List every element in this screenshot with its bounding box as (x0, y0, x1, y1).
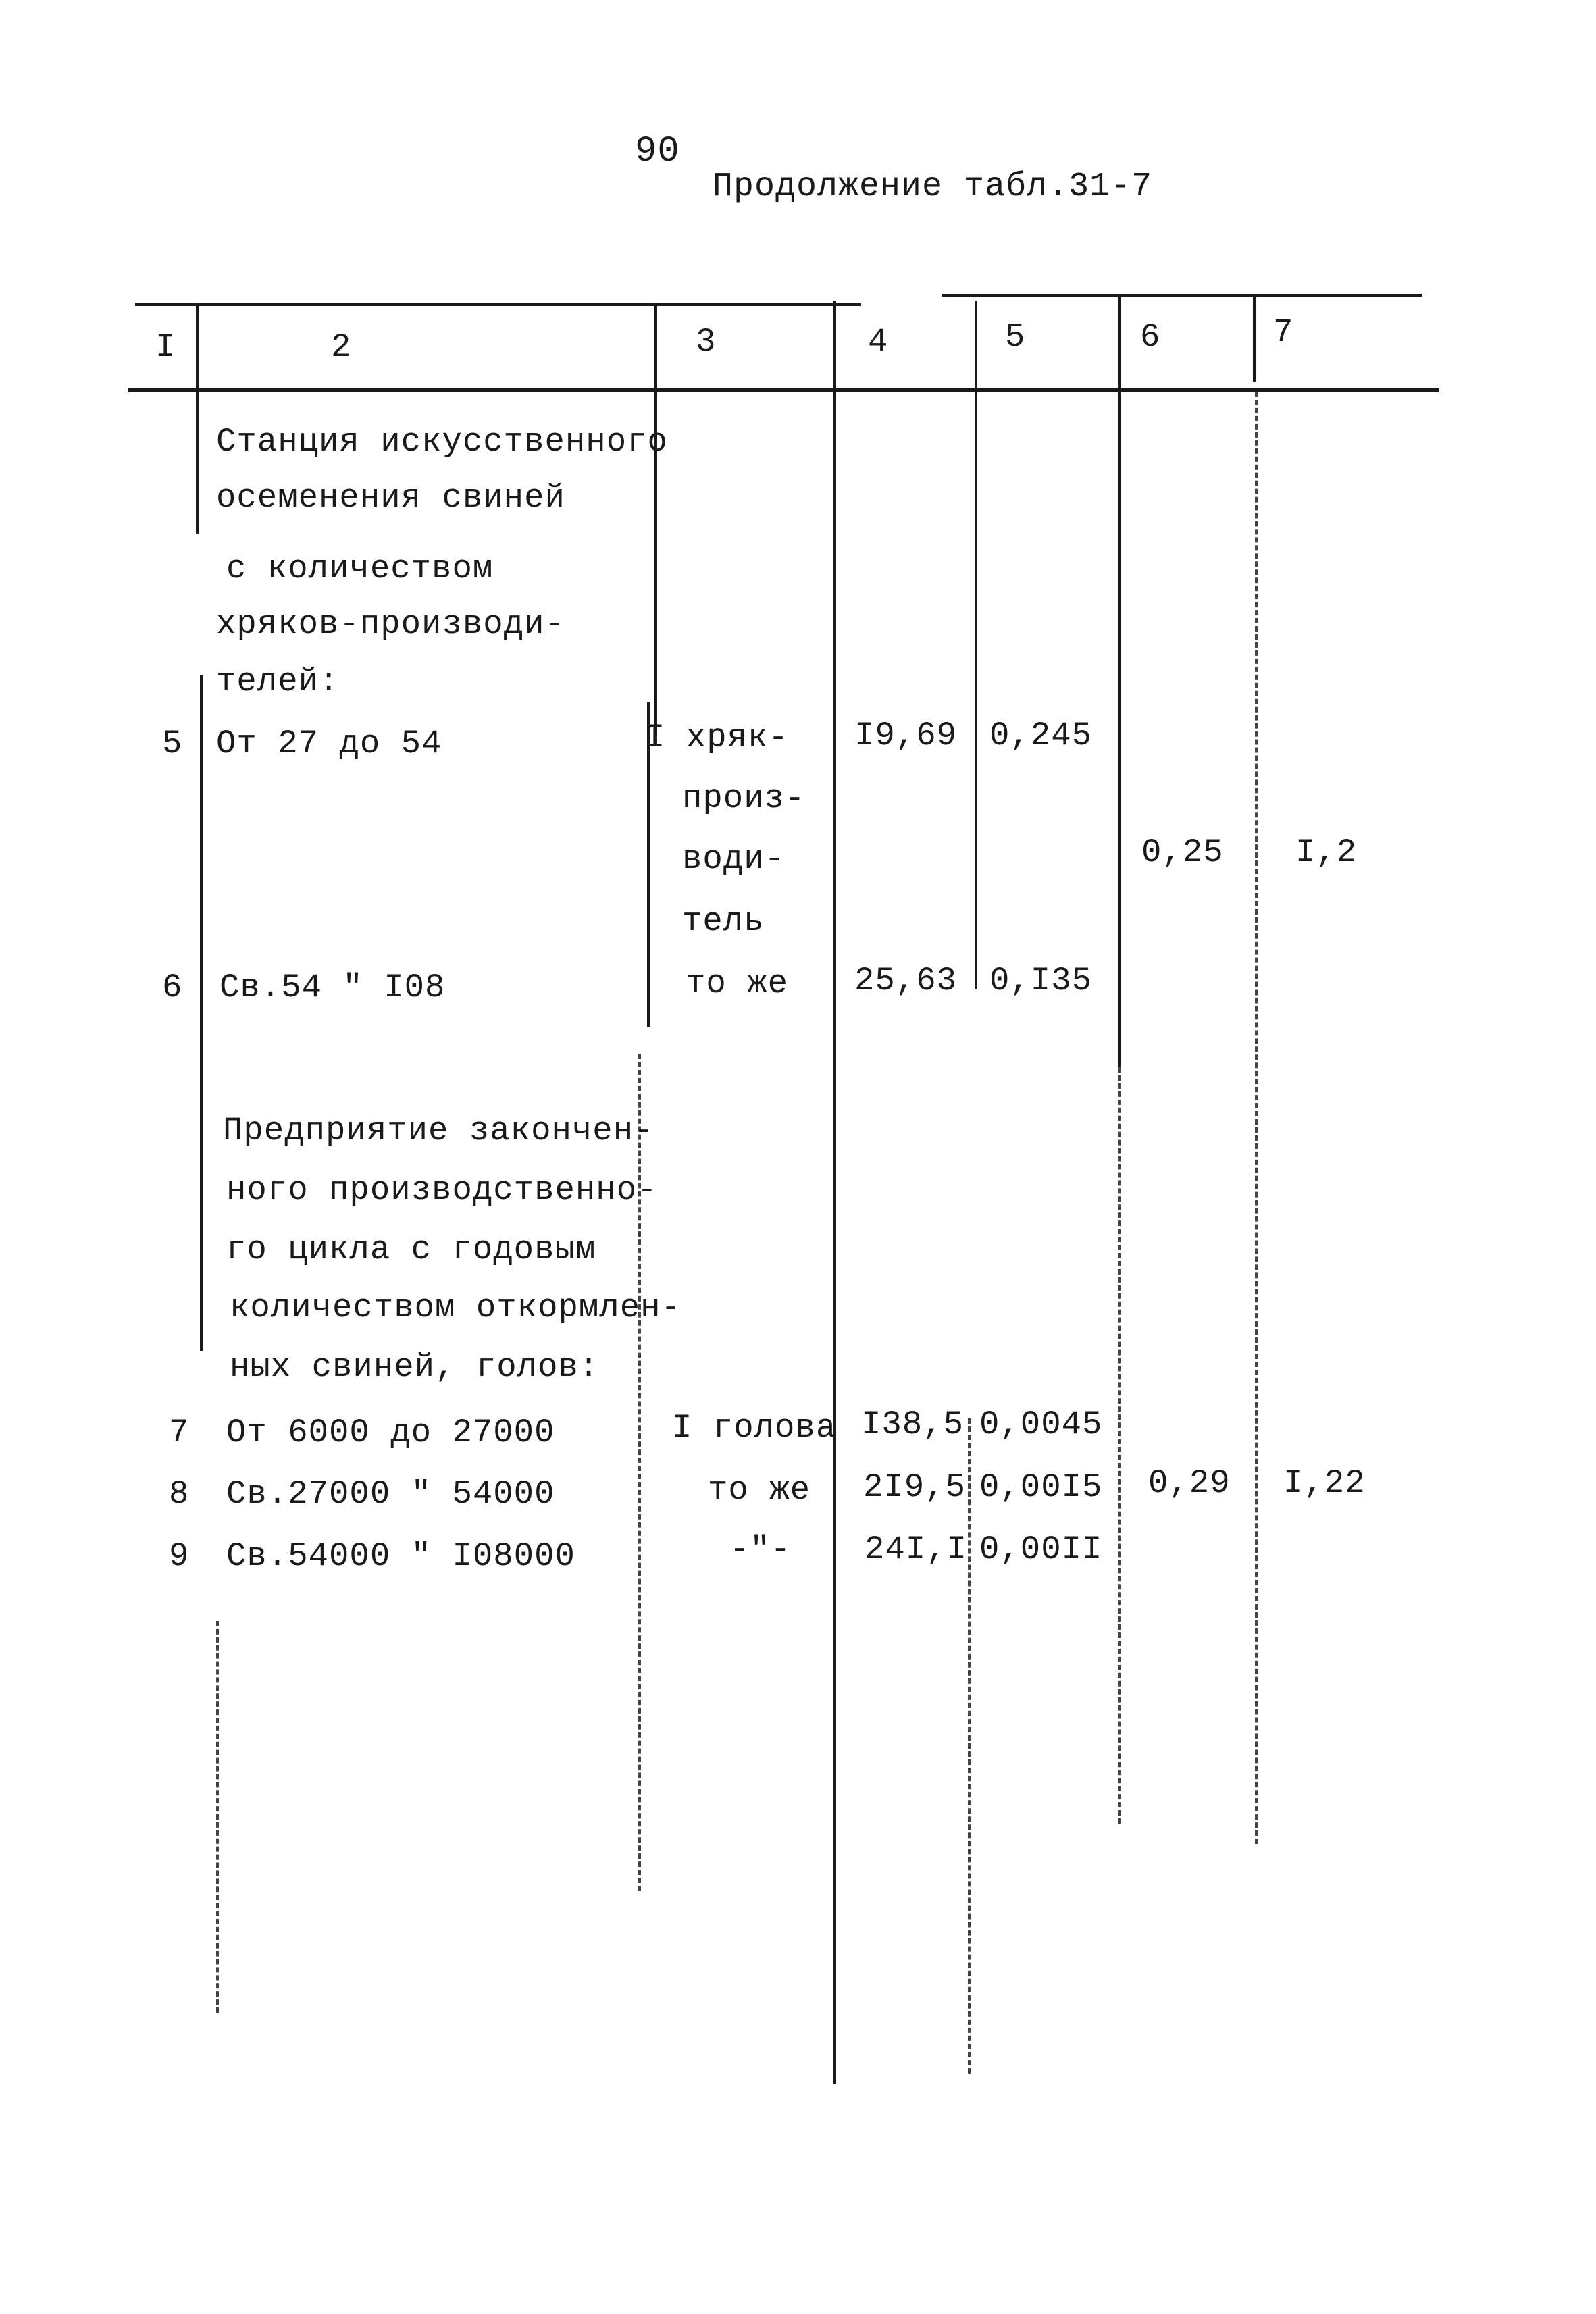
row8-col4: 2I9,5 (863, 1468, 967, 1506)
top-rule-right (942, 294, 1422, 297)
row5-name: От 27 до 54 (216, 725, 442, 763)
col-sep-2-3 (654, 304, 657, 736)
row8-col5: 0,00I5 (979, 1468, 1103, 1506)
col-sep-1-2 (196, 304, 199, 534)
section2-line-4: количеством откормлен- (230, 1289, 681, 1327)
section1-line-5: телей: (216, 663, 340, 700)
row5-col5: 0,245 (989, 717, 1093, 754)
row5-unit-2: произ- (682, 779, 806, 817)
row7-col4: I38,5 (861, 1406, 964, 1443)
header-bottom-rule (128, 388, 1439, 392)
section2-col7: I,22 (1283, 1464, 1366, 1502)
header-col-4: 4 (868, 323, 889, 361)
row7-number: 7 (169, 1414, 190, 1451)
header-col-5: 5 (1005, 318, 1026, 356)
col-sep-4-5 (975, 301, 977, 989)
section2-col6: 0,29 (1148, 1464, 1231, 1502)
row5-unit-1: I хряк- (645, 719, 789, 756)
row9-number: 9 (169, 1537, 190, 1575)
row7-col5: 0,0045 (979, 1406, 1103, 1443)
row6-number: 6 (162, 969, 183, 1006)
section2-line-1: Предприятие закончен- (223, 1112, 654, 1150)
dash-col-6 (1255, 392, 1258, 1844)
row8-unit: то же (708, 1471, 811, 1509)
row5-unit-4: тель (682, 902, 765, 940)
row6-col5: 0,I35 (989, 962, 1093, 1000)
row7-name: От 6000 до 27000 (226, 1414, 555, 1451)
row6-col4: 25,63 (854, 962, 958, 1000)
header-col-2: 2 (331, 328, 352, 366)
table-caption: Продолжение табл.31-7 (713, 168, 1153, 206)
section1-line-2: осеменения свиней (216, 479, 565, 517)
col-sep-3-4 (833, 301, 836, 2084)
row8-name: Св.27000 " 54000 (226, 1475, 555, 1513)
row5-number: 5 (162, 725, 183, 763)
row5-unit-3: води- (682, 840, 786, 878)
top-rule-left (135, 303, 861, 306)
section2-line-5: ных свиней, голов: (230, 1348, 600, 1386)
row5-col4: I9,69 (854, 717, 958, 754)
row9-unit: -"- (729, 1531, 792, 1568)
row9-name: Св.54000 " I08000 (226, 1537, 575, 1575)
header-col-6: 6 (1140, 318, 1161, 356)
row9-col4: 24I,I (865, 1531, 968, 1568)
section1-line-4: хряков-производи- (216, 605, 565, 643)
row9-col5: 0,00II (979, 1531, 1103, 1568)
dash-col-1 (216, 1621, 219, 2013)
dash-col-5 (1118, 1067, 1121, 1824)
row8-number: 8 (169, 1475, 190, 1513)
page-number: 90 (635, 131, 680, 172)
col-sep-1-2-low (200, 675, 203, 1351)
section1-col6: 0,25 (1141, 833, 1224, 871)
row7-unit: I голова (672, 1409, 837, 1447)
row6-unit: то же (686, 965, 789, 1002)
section1-line-3: с количеством (226, 550, 494, 588)
col-sep-6-7 (1253, 294, 1256, 382)
header-col-7: 7 (1273, 313, 1294, 351)
col-sep-5-6 (1118, 297, 1121, 1067)
header-col-3: 3 (696, 323, 717, 361)
section1-line-1: Станция искусственного (216, 423, 668, 461)
dash-col-4 (968, 1418, 971, 2074)
row6-name: Св.54 " I08 (220, 969, 446, 1006)
section1-col7: I,2 (1295, 833, 1358, 871)
header-col-1: I (155, 328, 176, 366)
section2-line-3: го цикла с годовым (226, 1231, 596, 1268)
section2-line-2: ного производственно- (226, 1171, 658, 1209)
